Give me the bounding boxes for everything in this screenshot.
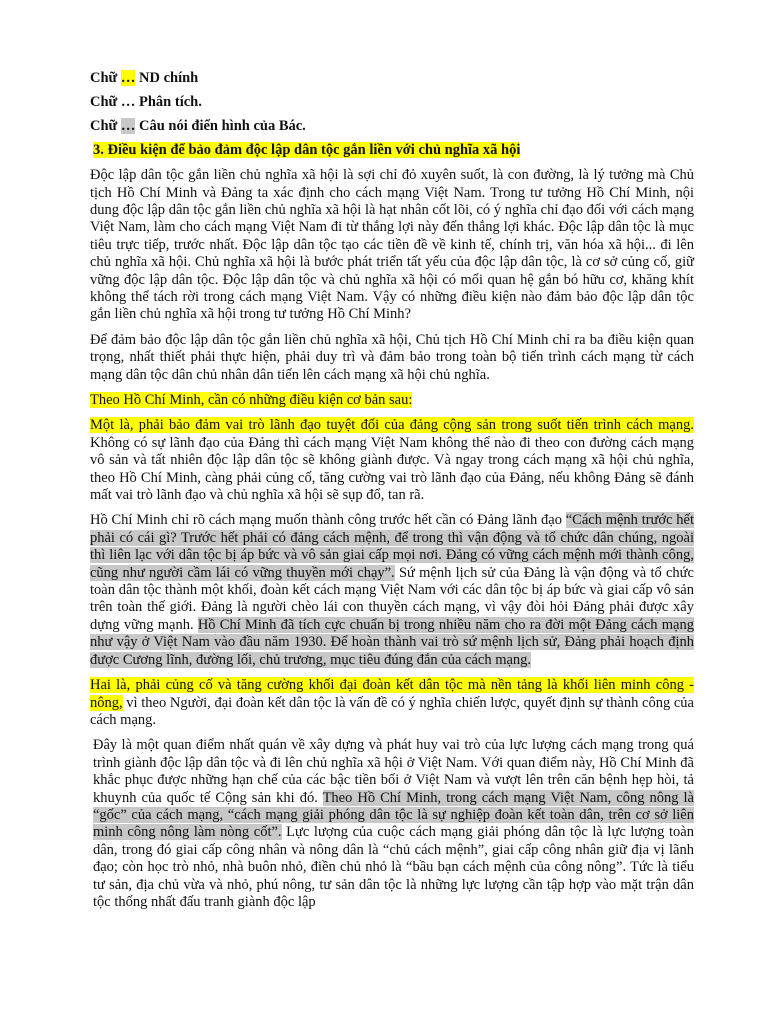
condition-two-text: vì theo Người, đại đoàn kết dân tộc là vấn đề có ý nghĩa chiến lược, quyết định sự thành công của cách mạng. bbox=[90, 694, 694, 728]
legend-analysis bbox=[90, 94, 694, 111]
paragraph-intro: Độc lập dân tộc gắn liền chủ nghĩa xã hội là sợi chỉ đỏ xuyên suốt, là con đường, là lý tưởng mà Chủ tịch Hồ Chí Minh và Đảng ta xác định cho cách mạng Việt Nam. Trong tư tưởng Hồ Chí Minh, nội dung độc lập dân tộc gắn liền chủ nghĩa xã hội là hạt nhân cốt lõi, có ý nghĩa chỉ đạo đối với cách mạng Việt Nam, làm cho cách mạng Việt Nam đi từ thắng lợi này đến thắng lợi khác. Độc lập dân tộc là mục tiêu trực tiếp, trước nhất. Độc lập dân tộc tạo các tiền đề về kinh tế, chính trị, văn hóa xã hội... đi lên chủ nghĩa xã hội. Chủ nghĩa xã hội là bước phát triển tất yếu của độc lập dân tộc, là cơ sở củng cố, giữ vững độc lập dân tộc. Độc lập dân tộc và chủ nghĩa xã hội có mối quan hệ gắn bó hữu cơ, khăng khít không thể tách rời trong cách mạng Việt Nam. Vậy có những điều kiện nào đảm bảo độc lập dân tộc gắn liền chủ nghĩa xã hội trong tư tưởng Hồ Chí Minh? bbox=[90, 167, 694, 323]
paragraph-three-conditions: Để đảm bảo độc lập dân tộc gắn liền chủ nghĩa xã hội, Chủ tịch Hồ Chí Minh chỉ ra ba điều kiện quan trọng, nhất thiết phải thực hiện, phải duy trì và đảm bảo trong toàn bộ tiến trình cách mạng từ cách mạng dân tộc dân chủ nhân dân tiến lên cách mạng xã hội chủ nghĩa. bbox=[90, 331, 694, 383]
paragraph-unity bbox=[90, 737, 694, 911]
condition-one-text: Không có sự lãnh đạo của Đảng thì cách mạng Việt Nam không thể nào đi theo con đường cách mạng vô sản và tất nhiên độc lập dân tộc sẽ không giành được. Và ngay trong cách mạng xã hội chủ nghĩa, theo Hồ Chí Minh, càng phải củng cố, tăng cường vai trò lãnh đạo của Đảng, nếu không Đảng sẽ đánh mất vai trò lãnh đạo và chủ nghĩa xã hội sẽ sụp đổ, tan rã. bbox=[90, 434, 694, 504]
quote-highlight-3: Theo Hồ Chí Minh, trong cách mạng Việt Nam, công nông là “gốc” của cách mạng, “cách mạng giải phóng dân tộc là sự nghiệp đoàn kết toàn dân, trên cơ sở liên minh công nông làm nòng cốt”. bbox=[93, 789, 694, 841]
legend-prefix: Chữ bbox=[90, 70, 121, 86]
paragraph-condition-two bbox=[90, 677, 694, 729]
paragraph-party-role bbox=[90, 512, 694, 669]
legend-gray-marker: … bbox=[120, 117, 136, 134]
paragraph-condition-one bbox=[90, 417, 694, 504]
paragraph-conditions-lead bbox=[90, 392, 694, 409]
section-heading bbox=[90, 142, 694, 159]
party-role-text-2: Sứ mệnh lịch sử của Đảng là vận động và tổ chức toàn dân tộc thành một khối, đoàn kết cách mạng Việt Nam với các dân tộc bị áp bức và giai cấp vô sản trên toàn thế giới. Đảng là người chèo lái con thuyền cách mạng, vì vậy đòi hỏi Đảng phải được xây dựng vững mạnh. bbox=[90, 564, 694, 633]
legend-prefix: Chữ … bbox=[90, 93, 139, 110]
party-role-text: Hồ Chí Minh chỉ rõ cách mạng muốn thành công trước hết cần có Đảng lãnh đạo bbox=[90, 512, 566, 529]
condition-one-heading: Một là, phải bảo đảm vai trò lãnh đạo tuyệt đối của đảng cộng sản trong suốt tiến trình cách mạng. bbox=[90, 417, 694, 434]
legend-quote bbox=[90, 118, 694, 135]
condition-two-heading: Hai là, phải củng cố và tăng cường khối đại đoàn kết dân tộc mà nền tảng là khối liên minh công - nông, bbox=[90, 677, 694, 711]
legend-text: Câu nói điển hình của Bác. bbox=[135, 117, 306, 134]
document-body bbox=[90, 70, 694, 919]
unity-text-2: Lực lượng của cuộc cách mạng giải phóng dân tộc là lực lượng toàn dân, trong đó giai cấp công nhân và nông dân là “chủ cách mệnh”, giai cấp công nhân giữ địa vị lãnh đạo; còn học trò nhỏ, nhà buôn nhỏ, điền chủ nhỏ là “bầu bạn cách mệnh của công nông”. Tức là tiểu tư sản, địa chủ vừa và nhỏ, phú nông, tư sản dân tộc là những lực lượng cần tập hợp vào mặt trận dân tộc thống nhất đấu tranh giành độc lập bbox=[93, 824, 694, 910]
legend-text: Phân tích. bbox=[139, 93, 202, 110]
unity-text: Đây là một quan điểm nhất quán về xây dựng và phát huy vai trò của lực lượng cách mạng trong quá trình giành độc lập dân tộc và đi lên chủ nghĩa xã hội ở Việt Nam. Với quan điểm này, Hồ Chí Minh đã khắc phục được những hạn chế của các bậc tiền bối ở Việt Nam và vượt lên trên căn bệnh hẹp hòi, tả khuynh của quốc tế Cộng sản khi đó. bbox=[93, 737, 694, 806]
legend-main-content bbox=[90, 70, 694, 87]
legend-text: ND chính bbox=[135, 70, 199, 86]
conditions-lead-text: Theo Hồ Chí Minh, cần có những điều kiện cơ bản sau: bbox=[90, 392, 413, 408]
quote-highlight-2: Hồ Chí Minh đã tích cực chuẩn bị trong nhiều năm cho ra đời một Đảng cách mạng như vậy ở Việt Nam vào đầu năm 1930. Để hoàn thành vai trò sứ mệnh lịch sử, Đảng phải hoạch định được Cương lĩnh, đường lối, chủ trương, mục tiêu đúng đắn của cách mạng. bbox=[90, 616, 694, 668]
section-heading-text: 3. Điều kiện để bảo đảm độc lập dân tộc gắn liền với chủ nghĩa xã hội bbox=[93, 141, 521, 158]
legend-yellow-marker: … bbox=[120, 70, 136, 86]
legend-prefix: Chữ bbox=[90, 117, 121, 134]
quote-highlight: “Cách mệnh trước hết phải có cái gì? Trước hết phải có đảng cách mệnh, để trong thì vận động và tổ chức dân chúng, ngoài thì liên lạc với dân tộc bị áp bức và vô sản giai cấp mọi nơi. Đảng có vững cách mệnh mới thành công, cũng như người cầm lái có vững thuyền mới chạy”. bbox=[90, 512, 694, 581]
